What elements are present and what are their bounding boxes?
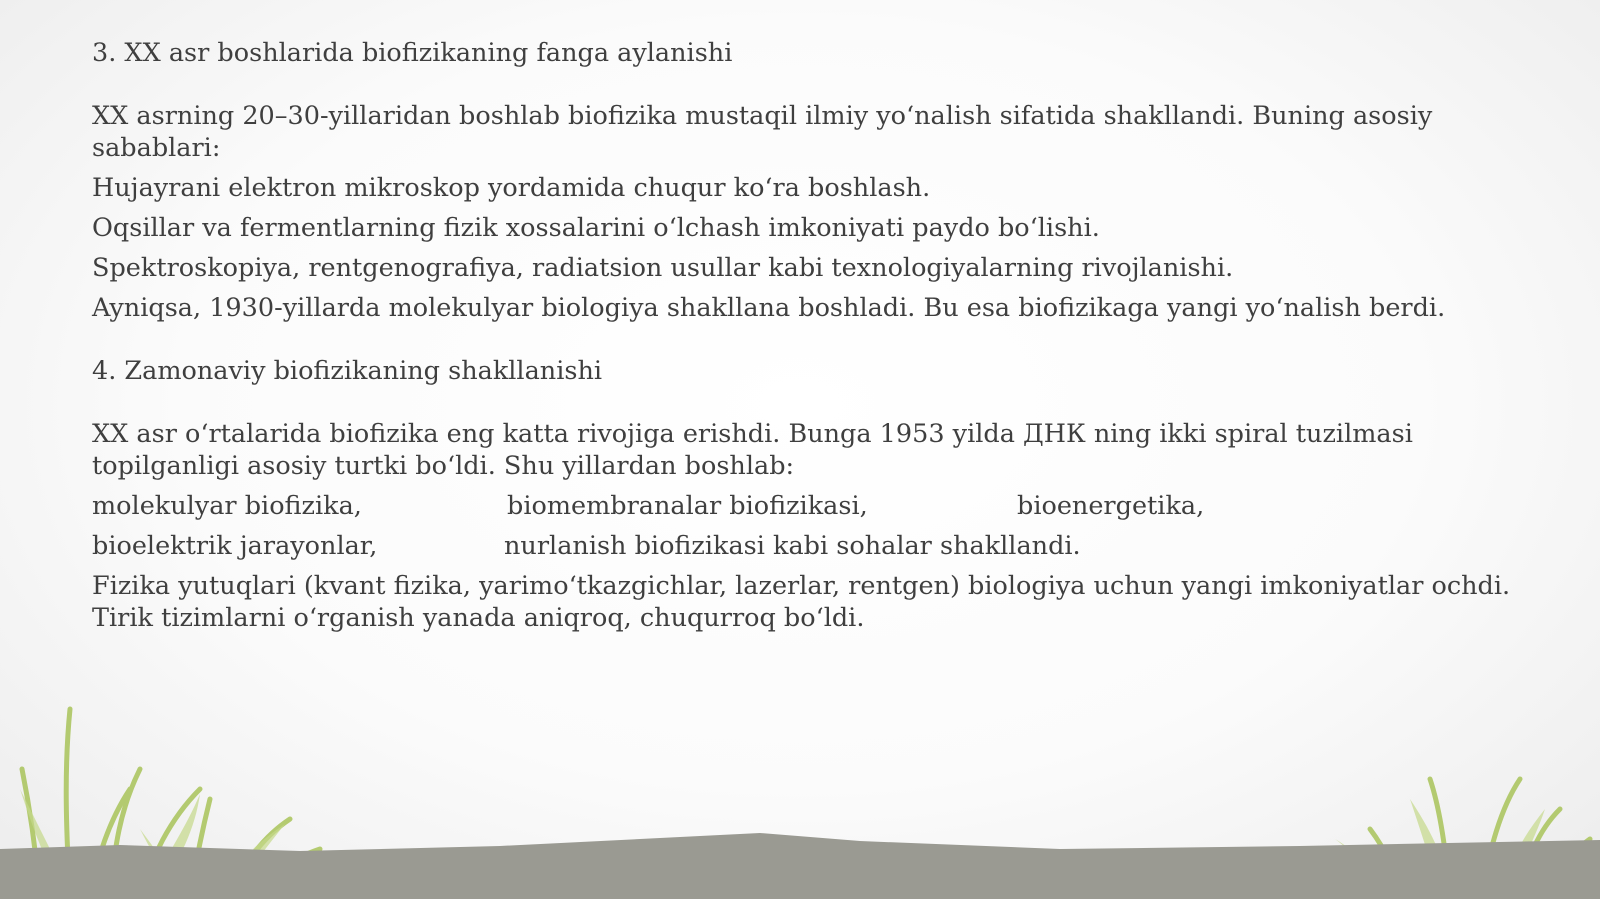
section-4-closing: Fizika yutuqlari (kvant fizika, yarimo‘tkazgichlar, lazerlar, rentgen) biologiya uchun yangi imkoniyatlar ochdi. Tirik tizimlarni o‘rganish yanada aniqroq, chuqurroq bo‘ldi.	[92, 571, 1511, 633]
field-item: nurlanish biofizikasi kabi sohalar shakllandi.	[504, 531, 1081, 561]
field-item: bioenergetika,	[1017, 491, 1205, 521]
section-3-item: Oqsillar va fermentlarning fizik xossalarini o‘lchash imkoniyati paydo bo‘lishi.	[92, 213, 1100, 243]
section-3-heading: 3. XX asr boshlarida biofizikaning fanga aylanishi	[92, 38, 733, 68]
section-4-intro: XX asr o‘rtalarida biofizika eng katta rivojiga erishdi. Bunga 1953 yilda ДНК ning ikki spiral tuzilmasi topilganligi asosiy turtki bo‘ldi. Shu yillardan boshlab:	[92, 419, 1413, 481]
section-3-intro: XX asrning 20–30-yillaridan boshlab biofizika mustaqil ilmiy yo‘nalish sifatida shakllandi. Buning asosiy sabablari:	[92, 101, 1433, 163]
fields-row-2	[92, 530, 1512, 562]
section-3-item: Hujayrani elektron mikroskop yordamida chuqur ko‘ra boshlash.	[92, 173, 931, 203]
field-item: bioelektrik jarayonlar,	[92, 531, 378, 561]
field-item: molekulyar biofizika,	[92, 491, 362, 521]
slide-text	[92, 30, 1512, 634]
section-3-item: Spektroskopiya, rentgenografiya, radiatsion usullar kabi texnologiyalarning rivojlanishi.	[92, 253, 1234, 283]
section-4-heading: 4. Zamonaviy biofizikaning shakllanishi	[92, 356, 603, 386]
field-item: biomembranalar biofizikasi,	[507, 491, 868, 521]
grass-ground-illustration	[0, 699, 1600, 899]
fields-row-1	[92, 490, 1512, 522]
section-3-item: Ayniqsa, 1930-yillarda molekulyar biologiya shakllana boshladi. Bu esa biofizikaga yangi yo‘nalish berdi.	[92, 293, 1446, 323]
